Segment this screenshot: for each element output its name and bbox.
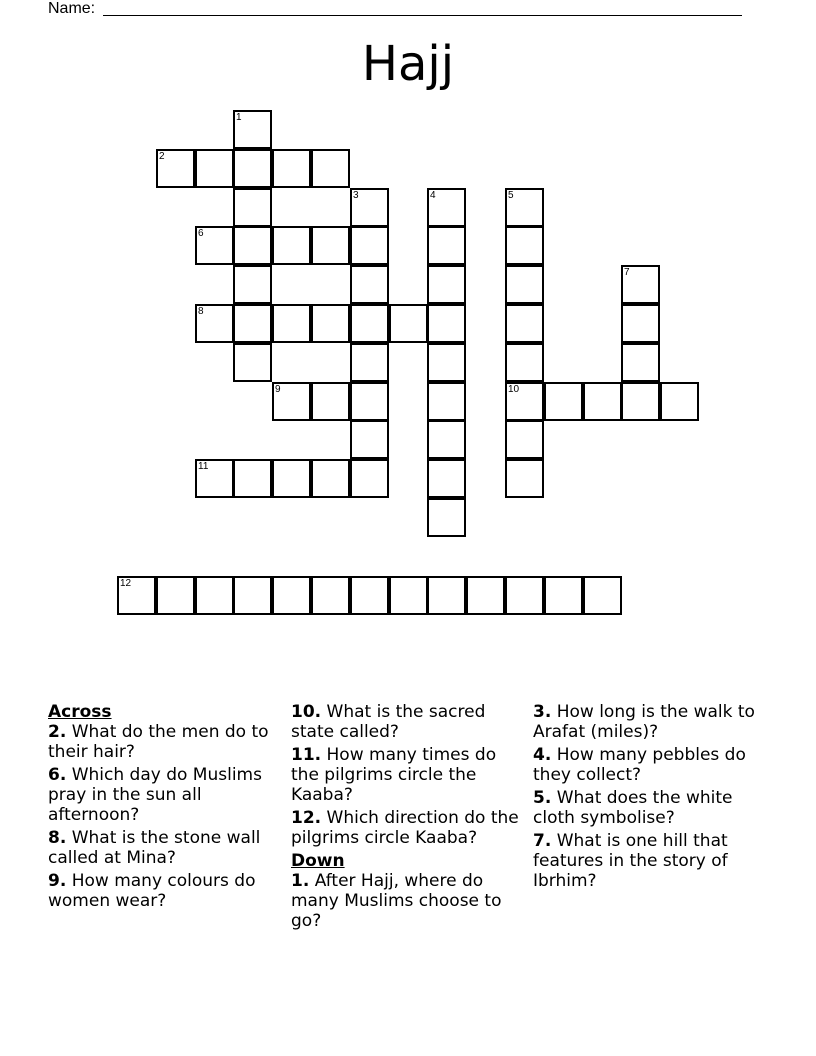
across-heading: Across: [48, 702, 112, 722]
grid-cell[interactable]: [505, 304, 544, 343]
grid-cell[interactable]: [195, 459, 234, 498]
clue-item: [48, 828, 276, 868]
grid-cell[interactable]: [427, 576, 466, 615]
grid-cell[interactable]: [350, 343, 389, 382]
clue-text: How many times do the pilgrims circle the Kaaba?: [291, 745, 497, 805]
cell-number: 10: [508, 384, 520, 395]
grid-cell[interactable]: [233, 304, 272, 343]
clue-item: [533, 788, 757, 828]
clue-text: How many colours do women wear?: [48, 871, 256, 911]
cell-number: 2: [159, 151, 165, 162]
clue-text: What is one hill that features in the story of Ibrhim?: [533, 831, 728, 891]
clue-item: [533, 702, 757, 742]
clue-item: [533, 831, 757, 891]
clue-column-3: [533, 702, 757, 894]
clue-text: What is the stone wall called at Mina?: [48, 828, 261, 868]
grid-cell[interactable]: [466, 576, 505, 615]
grid-cell[interactable]: [156, 149, 195, 188]
grid-cell[interactable]: [233, 110, 272, 149]
cell-number: 12: [120, 578, 132, 589]
grid-cell[interactable]: [233, 226, 272, 265]
grid-cell[interactable]: [311, 226, 350, 265]
grid-cell[interactable]: [621, 382, 660, 421]
grid-cell[interactable]: [505, 265, 544, 304]
grid-cell[interactable]: [621, 265, 660, 304]
grid-cell[interactable]: [233, 343, 272, 382]
clue-text: Which direction do the pilgrims circle Kaaba?: [291, 808, 519, 848]
clue-item: [291, 808, 527, 848]
grid-cell[interactable]: [156, 576, 195, 615]
clue-number: 7.: [533, 831, 552, 851]
grid-cell[interactable]: [621, 304, 660, 343]
clue-column-2: [291, 702, 527, 934]
clue-number: 11.: [291, 745, 322, 765]
clue-list-across-1: [48, 722, 276, 911]
clue-text: Which day do Muslims pray in the sun all afternoon?: [48, 765, 262, 825]
cell-number: 1: [236, 112, 242, 123]
grid-cell[interactable]: [233, 576, 272, 615]
grid-cell[interactable]: [427, 265, 466, 304]
clue-number: 12.: [291, 808, 322, 828]
grid-cell[interactable]: [427, 188, 466, 227]
grid-cell[interactable]: [350, 420, 389, 459]
grid-cell[interactable]: [505, 576, 544, 615]
grid-cell[interactable]: [350, 188, 389, 227]
clue-text: What do the men do to their hair?: [48, 722, 269, 762]
cell-number: 6: [198, 228, 204, 239]
down-heading: Down: [291, 851, 345, 871]
clue-number: 10.: [291, 702, 322, 722]
grid-cell[interactable]: [505, 188, 544, 227]
grid-cell[interactable]: [505, 459, 544, 498]
clue-list-down-2: [533, 702, 757, 891]
grid-cell[interactable]: [427, 226, 466, 265]
clue-text: What does the white cloth symbolise?: [533, 788, 733, 828]
clue-item: [291, 702, 527, 742]
grid-cell[interactable]: [350, 265, 389, 304]
cell-number: 5: [508, 190, 514, 201]
grid-cell[interactable]: [117, 576, 156, 615]
clue-number: 5.: [533, 788, 552, 808]
clue-list-across-2: [291, 702, 527, 848]
grid-cell[interactable]: [233, 149, 272, 188]
grid-cell[interactable]: [233, 459, 272, 498]
grid-cell[interactable]: [583, 382, 622, 421]
grid-cell[interactable]: [233, 265, 272, 304]
clue-number: 1.: [291, 871, 310, 891]
clue-list-down-1: [291, 871, 527, 931]
clue-text: How long is the walk to Arafat (miles)?: [533, 702, 755, 742]
grid-cell[interactable]: [389, 304, 428, 343]
grid-cell[interactable]: [311, 382, 350, 421]
cell-number: 8: [198, 306, 204, 317]
clue-number: 6.: [48, 765, 67, 785]
grid-cell[interactable]: [272, 576, 311, 615]
clue-text: After Hajj, where do many Muslims choose to go?: [291, 871, 502, 931]
grid-cell[interactable]: [233, 188, 272, 227]
grid-cell[interactable]: [427, 343, 466, 382]
cell-number: 7: [624, 267, 630, 278]
grid-cell[interactable]: [195, 226, 234, 265]
grid-cell[interactable]: [427, 420, 466, 459]
clue-number: 9.: [48, 871, 67, 891]
page-title: Hajj: [361, 36, 455, 92]
grid-cell[interactable]: [311, 149, 350, 188]
grid-cell[interactable]: [311, 459, 350, 498]
grid-cell[interactable]: [272, 304, 311, 343]
cell-number: 4: [430, 190, 436, 201]
grid-cell[interactable]: [350, 382, 389, 421]
clue-number: 3.: [533, 702, 552, 722]
grid-cell[interactable]: [350, 459, 389, 498]
grid-cell[interactable]: [544, 382, 583, 421]
clue-item: [48, 722, 276, 762]
grid-cell[interactable]: [350, 576, 389, 615]
grid-cell[interactable]: [272, 149, 311, 188]
cell-number: 3: [353, 190, 359, 201]
cell-number: 9: [275, 384, 281, 395]
clue-number: 2.: [48, 722, 67, 742]
grid-cell[interactable]: [427, 459, 466, 498]
clue-item: [48, 765, 276, 825]
grid-cell[interactable]: [350, 226, 389, 265]
grid-cell[interactable]: [272, 382, 311, 421]
grid-cell[interactable]: [583, 576, 622, 615]
grid-cell[interactable]: [272, 459, 311, 498]
clue-item: [48, 871, 276, 911]
grid-cell[interactable]: [350, 304, 389, 343]
clue-item: [533, 745, 757, 785]
grid-cell[interactable]: [311, 304, 350, 343]
clue-item: [291, 871, 527, 931]
grid-cell[interactable]: [505, 343, 544, 382]
grid-cell[interactable]: [505, 420, 544, 459]
clue-text: How many pebbles do they collect?: [533, 745, 746, 785]
grid-cell[interactable]: [272, 226, 311, 265]
clue-text: What is the sacred state called?: [291, 702, 486, 742]
grid-cell[interactable]: [505, 226, 544, 265]
grid-cell[interactable]: [505, 382, 544, 421]
cell-number: 11: [198, 461, 209, 472]
grid-cell[interactable]: [427, 382, 466, 421]
clue-column-1: [48, 702, 276, 914]
grid-cell[interactable]: [427, 498, 466, 537]
grid-cell[interactable]: [195, 576, 234, 615]
grid-cell[interactable]: [389, 576, 428, 615]
grid-cell[interactable]: [544, 576, 583, 615]
grid-cell[interactable]: [195, 304, 234, 343]
grid-cell[interactable]: [621, 343, 660, 382]
grid-cell[interactable]: [427, 304, 466, 343]
grid-cell[interactable]: [195, 149, 234, 188]
grid-cell[interactable]: [660, 382, 699, 421]
clue-number: 8.: [48, 828, 67, 848]
grid-cell[interactable]: [311, 576, 350, 615]
clue-item: [291, 745, 527, 805]
clue-number: 4.: [533, 745, 552, 765]
name-label-text: Name:: [48, 0, 96, 17]
